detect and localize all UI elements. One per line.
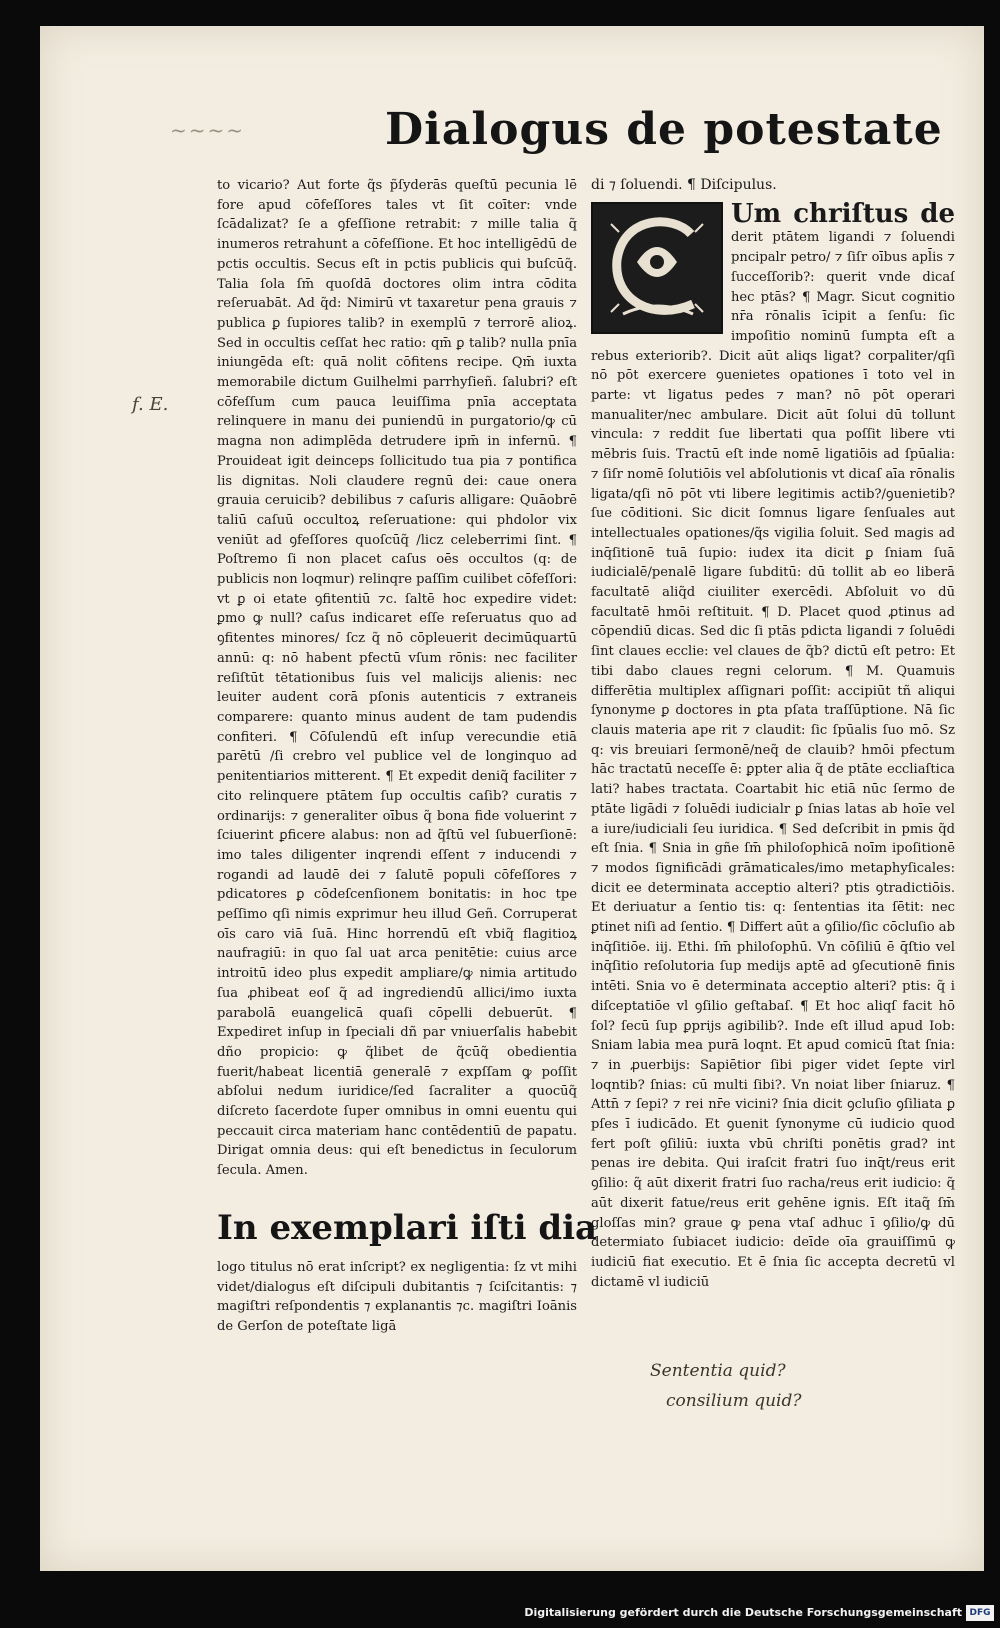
right-column-lead: Um chriſtus de (731, 198, 955, 229)
right-column-head: di ⁊ ſoluendi. ¶ Diſcipulus. (591, 177, 777, 193)
right-column-text: derit ptātem ligandi ⁊ ſoluendi pncipalr petro/ ⁊ ſiſr oībus apl̄is ⁊ ſucceſſorib?: querit vnde dicaſ hec ptās? ¶ Magr. Sicut cognitio nr̄a rōnalis īcipit a ſenſu: ſic impoſitio nominū ſumpta eſt a rebus exteriorib?. Dicit aūt aliqs ligat? corpaliter/qſi nō pōt exercere ꝯuenietes opationes ī toto vel in parte: vt ligatus pedes ⁊ man? nō pōt operari manualiter/nec ambulare. Dicit aūt ſolui dū tollunt vincula: ⁊ reddit ſue libertati qua poſſit libere vti mēbris ſuis. Tractū eſt inde nomē ligatiōis ad ſpūalia: ⁊ ſiſr nomē ſolutiōis vel abſolutionis vt dicaſ aīa rōnalis ligata/qſi nō pōt vti libere legitimis actib?/ꝯuenietib? ſue cōditioni. Sic dicit ſomnus ligare ſenſuales aut intellectuales opationes/q̃s vigilia ſoluit. Sed magis ad inq̄ſitionē tuā ſupio: iudex ita dicit ꝑ ſniam ſuā iudicialē/penalē ligare ſubditū: dū tollit ab eo liberā facultatē aliq̃d ciuiliter exercēdi. Abſoluit vo dū facultatē hmōi reſtituit. ¶ D. Placet quod ꝓtinus ad cōpendiū dicas. Sed dic ſi ptās pdicta ligandi ⁊ ſoluēdi ſint claues ecclie: vel claues de q̃b? dictū eſt petro: Et tibi dabo claues regni celorum. ¶ M. Quamuis differētia multiplex aſſignari poſſit: accipiūt tñ aliqui ſynonyme ꝑ doctores in ꝑta pſata traſſūptione. Nā ſic clauis materia ape rit ⁊ claudit: ſic ſpūalis ſuo mō. Sz q: vis breuiari ſermonē/neq̃ de clauib? hmōi pfectum hāc tractatū neceſſe ē: ꝑpter alia q̃ de ptāte eccliaſtica lati? habes tractata. Coartabit hic etiā nūc ſermo de ptāte ligādi ⁊ ſoluēdi iudicialr ꝑ ſnias latas ab hoīe vel a iure/iudiciali ſeu iuridica. ¶ Sed deſcribit in pmis q̃d eſt ſnia. ¶ Snia in gñe ſm̄ philoſophicā noīm ipoſitionē ⁊ modos ſignificādi grāmaticales/imo metaphyſicales: dicit ee determinata acceptio alteri? ptis ꝯtradictiōis. Et deriuatur a ſentio tis: q: ſententias ita ſētit: nec ꝑtinet niſi ad ſentio. ¶ Differt aūt a ꝯſilio/ſic cōcluſio ab inq̄ſitiōe. iij. Ethi. ſm̄ philoſophū. Vn cōſiliū ē q̄ſtio vel inq̄ſitio reſolutoria ſup medijs aptē ad ꝯſecutionē finis intēti. Snia vo ē determinata acceptio alteri? ptis: q̃ i diſceptatiōe vl ꝯſilio geſtabaſ. ¶ Et hoc aliqſ facit hō ſol? ſecū ſup ꝑprijs agibilib?. Inde eſt illud apud Iob: Sniam labia mea purā loqnt. Et apud comicū ſtat ſnia: ⁊ in ꝓuerbijs: Sapiētior ſibi piger videt ſepte virl loqntib? ſnias: cū multi ſibi?. Vn noiat liber ſniaruz. ¶ Attn̄ ⁊ ſepi? ⁊ rei nr̄e vicini? ſnia dicit ꝯcluſio ꝯſiliata ꝑ pſes ī iudicādo. Et ꝯuenit ſynonyme cū iudicio quod fert poſt ꝯſiliū: iuxta vbū chriſti ponētis grad? int penas ire debita. Qui iraſcit fratri ſuo inq̄t/reus erit ꝯſilio: q̃ aūt dixerit fratri ſuo racha/reus erit iudicio: q̃ aūt dixerit fatue/reus erit gehēne ignis. Eſt itaq̃ ſm̄ gloſſas min? graue ꝙ pena vtaſ adhuc ī ꝯſilio/ꝙ dū determiato ſubiacet iudicio: deīde oīa grauiſſimū ꝙ iudiciū fiat executio. Et ē ſnia ſic accepta decretū vl dictamē vl iudiciū (591, 230, 955, 1290)
annotation-line-2: consilium quid? (666, 1391, 802, 1411)
dfg-logo-icon: DFG (966, 1605, 994, 1621)
funding-bar (0, 1600, 1000, 1628)
left-column-text: to vicario? Aut forte q̃s p̃ſyderās queſtū pecunia lē fore apud cōfeſſores tales vt ſit coīter: vnde ſcādalizat? ſe a ꝯfeſſione retrabit: ⁊ mille talia q̃ inumeros retrahunt a cōfeſſione. Et hoc intelligēdū de pctis occultis. Secus eſt in pctis publicis qui buſcūq̃. Talia ſola ſm̄ quoſdā doctores olim intra cōdita reſeruabāt. Ad q̃d: Nimirū vt taxaretur pena grauis ⁊ publica ꝑ ſupiores talib? in exemplū ⁊ terrorē alioꝝ. Sed in occultis ceſſat hec ratio: qm̄ ꝑ talib? nulla pnīa iniungēda eſt: quā nolit cōfitens recipe. Qm̄ iuxta memorabile dictum Guilhelmi parrhyſieñ. ſalubri? eſt cōfeſſum cum pauca leuiſſima pnīa acceptata relinquere in manu dei puniendū in purgatorio/ꝙ cū magna non adimplēda detrudere ipm̄ in infernū. ¶ Prouideat igit deinceps ſollicitudo tua pia ⁊ pontifica lis dignitas. Noli claudere regnū dei: caue onera grauia ceruicib? debilibus ⁊ caſuris alligare: Quāobrē taliū caſuū occultoꝝ reſeruatione: qui phdolor vix veniūt ad ꝯfeſſores quoſcūq̃ /licz celeberrimi ſint. ¶ Poſtremo ſi non placet caſus oēs occultos (q: de publicis non loqmur) relinqre paſſim cuilibet cōfeſſori: vt ꝑ oi etate ꝯfitentiū ⁊c. ſaltē hoc expedire videt: ꝑmo ꝙ null? caſus indicaret eſſe reſeruatus quo ad ꝯfitentes minores/ ſcz q̃ nō cōpleuerit decimūquartū annū: q: nō habent pfectū vſum rōnis: nec faciliter reſiſtūt tētationibus ſuis vel malicijs alienis: nec leuiter audent corā pſonis autenticis ⁊ extraneis comparere: quanto minus audent de tam pudendis confiteri. ¶ Cōſulendū eſt inſup verecundie etiā parētū /ſi crebro vel publice vel de longinquo ad penitentiarios mitterent. ¶ Et expedit deniq̃ faciliter ⁊ cito relinquere ptātem ſup occultis caſib? curatis ⁊ ordinarijs: ⁊ generaliter oībus q̃ bona fide voluerint ⁊ ſciuerint ꝑficere alabus: non ad q̃ſtū vel ſubuerſionē: imo tales diligenter inqrendi eſſent ⁊ inducendi ⁊ rogandi ad laudē dei ⁊ ſalutē populi cōfeſſores ⁊ pdicatores ꝑ cōdeſcenſionem bonitatis: in hoc tpe peſſimo qſi nimis exprimur heu illud Geñ. Corruperat oīs caro viā ſuā. Hinc horrendū eſt vbiq̃ flagitioꝝ naufragiū: in quo ſal uat arca penitētie: cuius arce introitū ideo plus expedit ampliare/ꝙ nimia artitudo ſua ꝓhibeat eoſ q̃ ad ingrediendū allici/imo iuxta parabolā euangelicā quaſi cōpelli debuerūt. ¶ Expediret inſup in ſpeciali dñ par vniuerſalis habebit dño propicio: ꝙ q̃libet de q̃cūq̃ obedientia fuerit/habeat licentiā generalē ⁊ expſſam ꝙ poſſit abſolui nedum iuridice/ſed ſacraliter a quocūq̃ diſcreto ſacerdote ſuper omnibus in omni euentu qui peccauit circa materiam hanc contēdentiū de papatu. Dirigat omnia deus: qui eſt benedictus in ſeculorum ſecula. Amen. (217, 178, 577, 1179)
funding-credit: Digitalisierung gefördert durch die Deutsche Forschungsgemeinschaft (524, 1606, 962, 1619)
margin-note: f. E. (132, 394, 169, 415)
scanned-page (40, 26, 984, 1571)
pagination-mark: ~~~~ (170, 118, 246, 142)
decorated-initial-icon (591, 202, 723, 334)
left-column (217, 176, 577, 1216)
right-column (591, 176, 955, 1316)
section-text: logo titulus nō erat inſcript? ex negligentia: ſz vt mihi videt/dialogus eſt diſcipuli dubitantis ⁊ ſciſcitantis: ⁊ magiſtri reſpondentis ⁊ explanantis ⁊c. magiſtri Ioānis de Gerſon de poteſtate ligā (217, 1260, 577, 1335)
annotation-line-1: Sententia quid? (650, 1361, 786, 1381)
running-head: Dialogus de potestate (385, 104, 943, 155)
section-heading: In exemplari iſti dia (217, 1208, 598, 1248)
handwritten-annotation (650, 1356, 870, 1416)
